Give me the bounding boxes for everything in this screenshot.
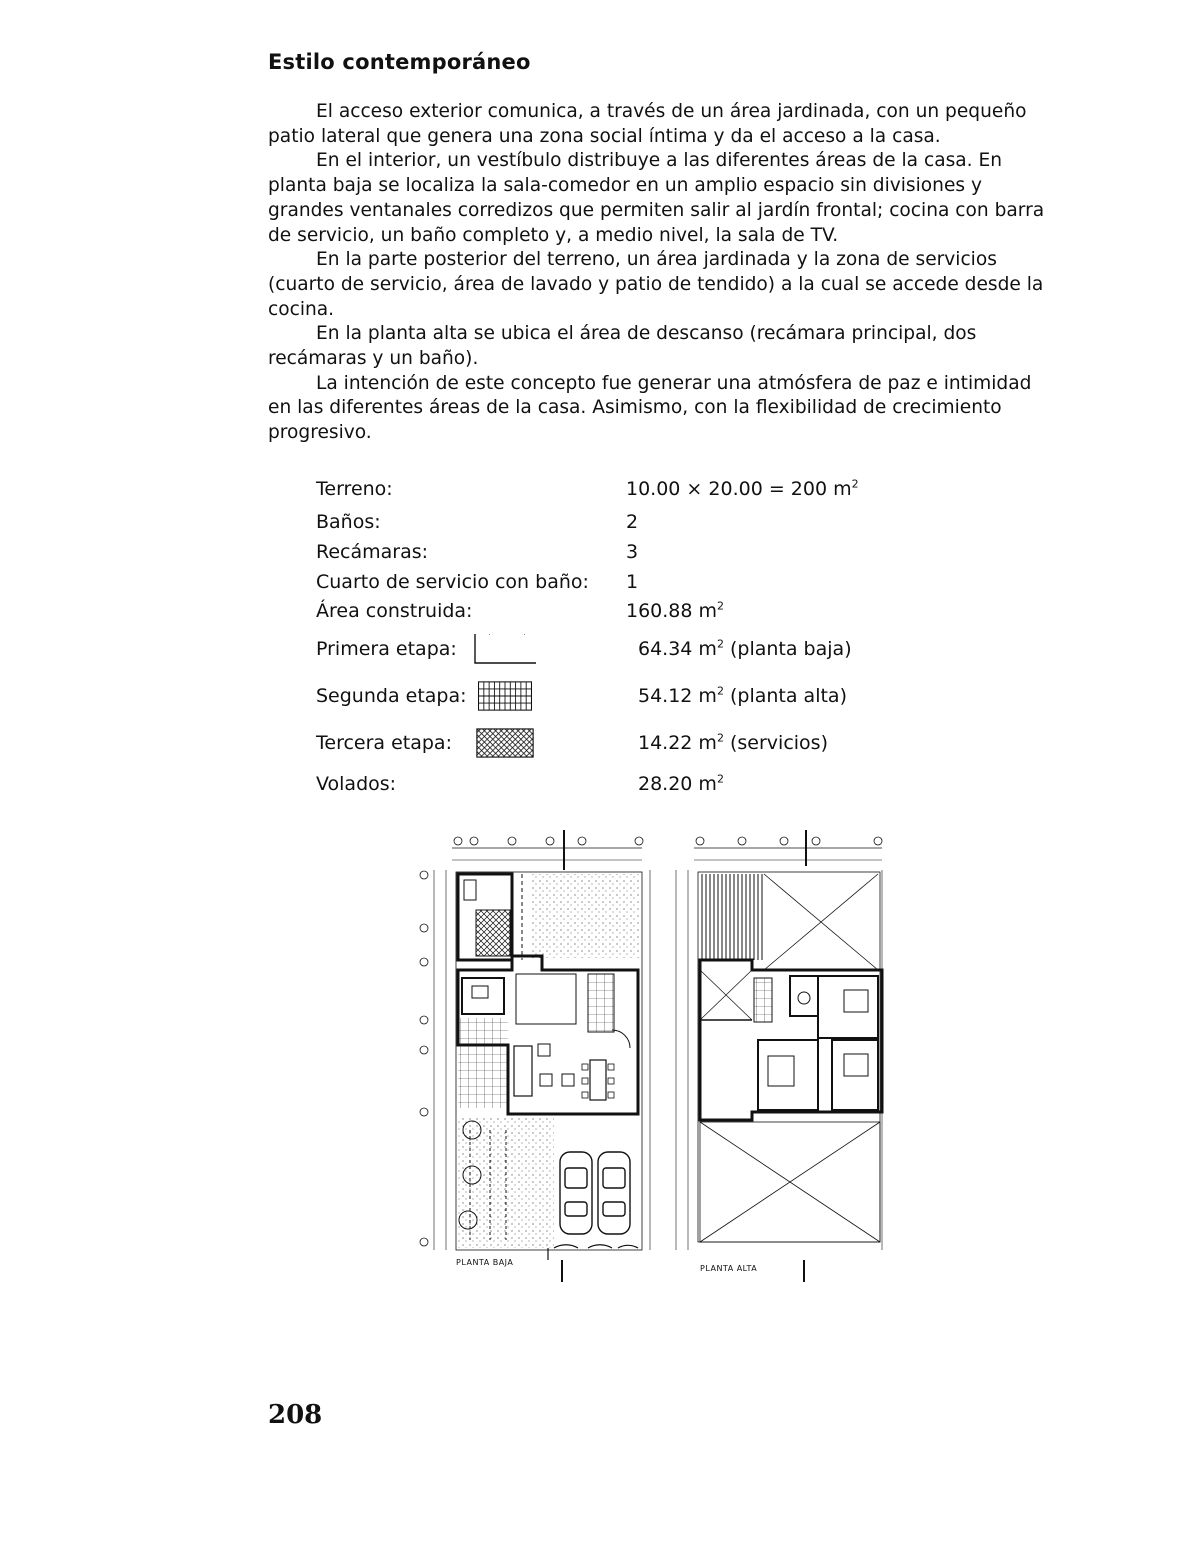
spec-label: Cuarto de servicio con baño: [316, 571, 589, 593]
paragraph: El acceso exterior comunica, a través de un área jardinada, con un pequeño patio lateral que genera una zona social íntima y da el acceso a la casa. [268, 101, 1027, 147]
legend-crosshatch-swatch [474, 728, 536, 758]
floor-plan-drawing [412, 830, 912, 1285]
paragraph: En la planta alta se ubica el área de descanso (recámara principal, dos recámaras y un baño). [268, 323, 977, 370]
spec-label: Recámaras: [316, 541, 429, 563]
spec-value: 10.00 × 20.00 = 200 $m^2$ [626, 477, 859, 500]
stage-label: Volados: [316, 773, 397, 795]
body-text [268, 100, 1048, 446]
section-heading: Estilo contemporáneo [268, 50, 531, 74]
stage-value: 64.34 $m^2$ (planta baja) [638, 637, 852, 660]
stage-value: 28.20 $m^2$ [638, 772, 724, 795]
stage-label: Primera etapa: [316, 638, 457, 660]
spec-value: 1 [626, 571, 639, 593]
upper-floor-label: PLANTA ALTA [700, 1264, 758, 1273]
stage-value: 14.22 $m^2$ (servicios) [638, 731, 828, 754]
page-number: 208 [268, 1400, 323, 1430]
spec-label: Terreno: [316, 478, 393, 500]
stage-label: Tercera etapa: [316, 732, 452, 754]
paragraph: En la parte posterior del terreno, un área jardinada y la zona de servicios (cuarto de servicio, área de lavado y patio de tendido) a la cual se accede desde la cocina. [268, 249, 1044, 320]
spec-value: 2 [626, 511, 639, 533]
legend-grid-swatch [474, 681, 536, 711]
spec-value: 3 [626, 541, 639, 563]
paragraph: En el interior, un vestíbulo distribuye a las diferentes áreas de la casa. En planta baja se localiza la sala-comedor en un amplio espacio sin divisiones y grandes ventanales corredizos que permiten salir al jardín frontal; cocina con barra de servicio, un baño completo y, a medio nivel, la sala de TV. [268, 150, 1045, 246]
paragraph: La intención de este concepto fue generar una atmósfera de paz e intimidad en las diferentes áreas de la casa. Asimismo, con la flexibilidad de crecimiento progresivo. [268, 372, 1032, 444]
spec-label: Área construida: [316, 600, 473, 622]
spec-label: Baños: [316, 511, 381, 533]
ground-floor-label: PLANTA BAJA [456, 1258, 514, 1267]
stage-value: 54.12 $m^2$ (planta alta) [638, 684, 847, 707]
stage-label: Segunda etapa: [316, 685, 467, 707]
legend-blank-swatch [474, 634, 536, 664]
floor-plans [412, 830, 912, 1285]
upper-floor-plan [676, 830, 882, 1282]
ground-floor-plan [420, 830, 650, 1282]
spec-value: 160.88 $m^2$ [626, 599, 725, 622]
